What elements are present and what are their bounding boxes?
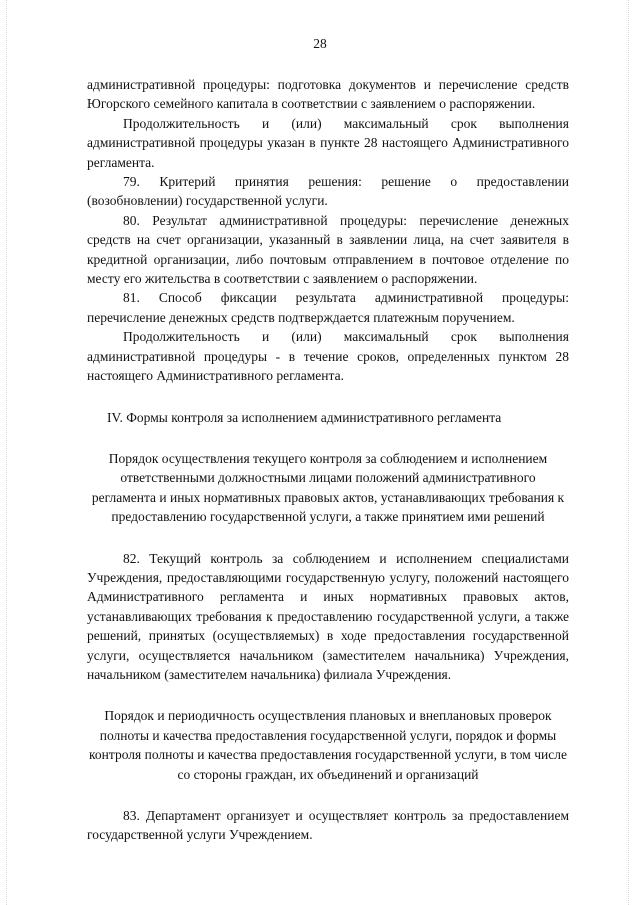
paragraph-continuation: административной процедуры: подготовка документов и перечисление средств Югорского семейного капитала в соответствии с заявлением о распоряжении. [87,77,569,112]
document-body [87,75,569,845]
paragraph-duration-2: Продолжительность и (или) максимальный срок выполнения административной процедуры - в течение сроков, определенных пунктом 28 настоящего Административного регламента. [87,329,569,384]
section-title: IV. Формы контроля за исполнением административного регламента [107,409,502,425]
paragraph-79: 79. Критерий принятия решения: решение о предоставлении (возобновлении) государственной услуги. [87,174,569,209]
left-margin-rule [6,0,7,905]
paragraph-81: 81. Способ фиксации результата административной процедуры: перечисление денежных средств подтверждается платежным поручением. [87,290,569,325]
paragraph-duration: Продолжительность и (или) максимальный срок выполнения административной процедуры указан в пункте 28 настоящего Административного регламента. [87,115,569,170]
subsection-title-inspections: Порядок и периодичность осуществления плановых и внеплановых проверок полноты и качества предоставления государственной услуги, порядок и формы контроля полноты и качества предоставления государственной услуги, в том числе со стороны граждан, их объединений и организаций [89,708,567,782]
paragraph-83: 83. Департамент организует и осуществляет контроль за предоставлением государственной услуги Учреждением. [87,808,569,843]
paragraph-82: 82. Текущий контроль за соблюдением и исполнением специалистами Учреждения, предоставляющими государственную услугу, положений настоящего Административного регламента и иных нормативных правовых актов, устанавливающих требования к предоставлению государственной услуги, а также решений, принятых (осуществляемых) в ходе предоставления государственной услуги, осуществляется начальником (заместителем начальника) Учреждения, начальником (заместителем начальника) филиала Учреждения. [87,550,569,682]
right-margin-rule [628,0,629,905]
page-number: 28 [313,36,327,51]
subsection-title-current-control: Порядок осуществления текущего контроля за соблюдением и исполнением ответственными должностными лицами положений административного регламента и иных нормативных правовых актов, устанавливающих требования к предоставлению государственной услуги, а также принятием ими решений [91,450,565,525]
paragraph-80: 80. Результат административной процедуры: перечисление денежных средств на счет организации, указанный в заявлении лица, на счет заявителя в кредитной организации, либо почтовым отправлением в почтовое отделение по месту его жительства в соответствии с заявлением о распоряжении. [87,212,569,287]
